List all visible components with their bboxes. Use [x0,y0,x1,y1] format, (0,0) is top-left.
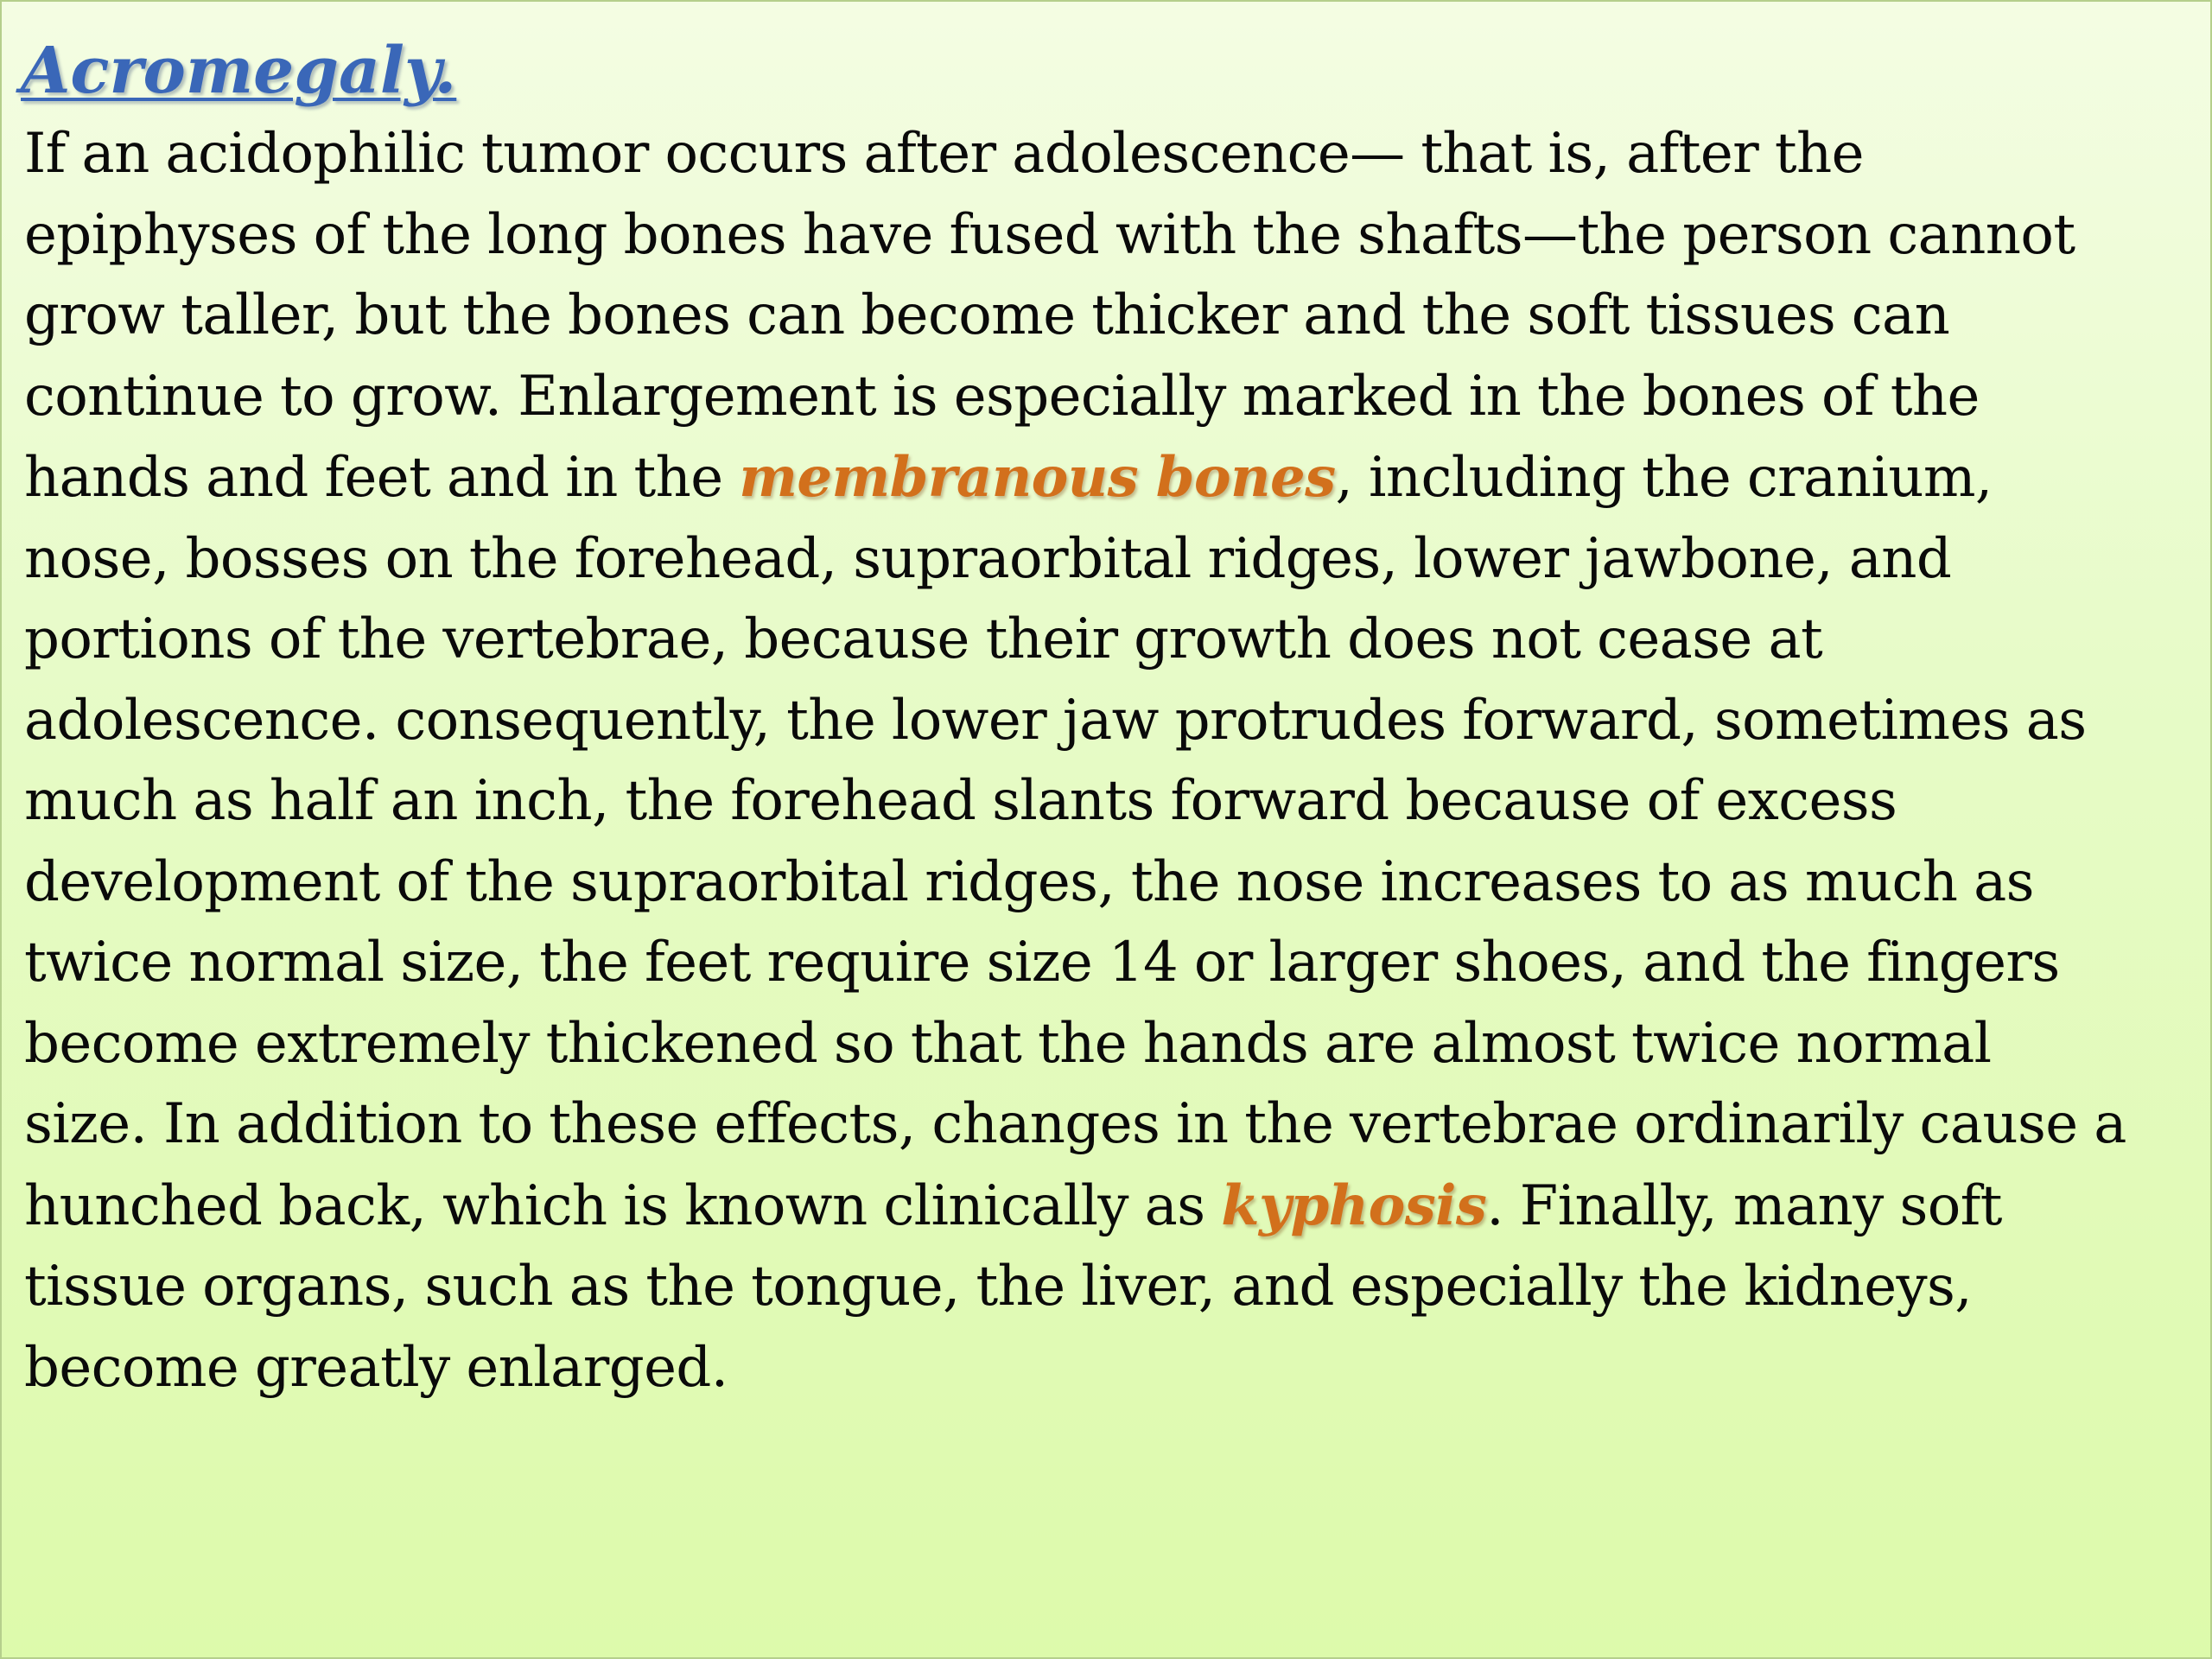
slide-body [24,114,2193,1408]
body-line-with-term [24,437,2193,519]
highlighted-term-kyphosis: kyphosis [1221,1173,1487,1238]
body-line: portions of the vertebrae, because their growth does not cease at [24,607,1823,671]
body-line: become greatly enlarged. [24,1335,728,1400]
body-line: development of the supraorbital ridges, the nose increases to as much as [24,849,2034,914]
slide-title: Acromegaly. [21,34,457,108]
highlighted-term-membranous-bones: membranous bones [739,445,1336,510]
body-text-segment: , including the cranium, [1335,446,1993,510]
body-line: adolescence. consequently, the lower jaw protrudes forward, sometimes as [24,688,2087,753]
body-line: grow taller, but the bones can become thicker and the soft tissues can [24,283,1950,347]
body-line: much as half an inch, the forehead slants forward because of excess [24,769,1897,833]
body-text-segment: hunched back, which is known clinically as [24,1173,1222,1238]
body-line: nose, bosses on the forehead, supraorbital ridges, lower jawbone, and [24,526,1952,591]
body-line: epiphyses of the long bones have fused with the shafts—the person cannot [24,202,2075,267]
body-line: become extremely thickened so that the hands are almost twice normal [24,1011,1992,1076]
body-line: continue to grow. Enlargement is especially marked in the bones of the [24,364,1980,429]
body-line: size. In addition to these effects, changes in the vertebrae ordinarily cause a [24,1092,2126,1156]
body-text-segment: . Finally, many soft [1486,1173,2002,1238]
body-text-segment: hands and feet and in the [24,446,740,510]
body-line-with-term [24,1166,2193,1248]
body-line: If an acidophilic tumor occurs after adolescence— that is, after the [24,122,1864,186]
body-line: tissue organs, such as the tongue, the liver, and especially the kidneys, [24,1255,1973,1319]
body-line: twice normal size, the feet require size 14 or larger shoes, and the fingers [24,931,2060,995]
